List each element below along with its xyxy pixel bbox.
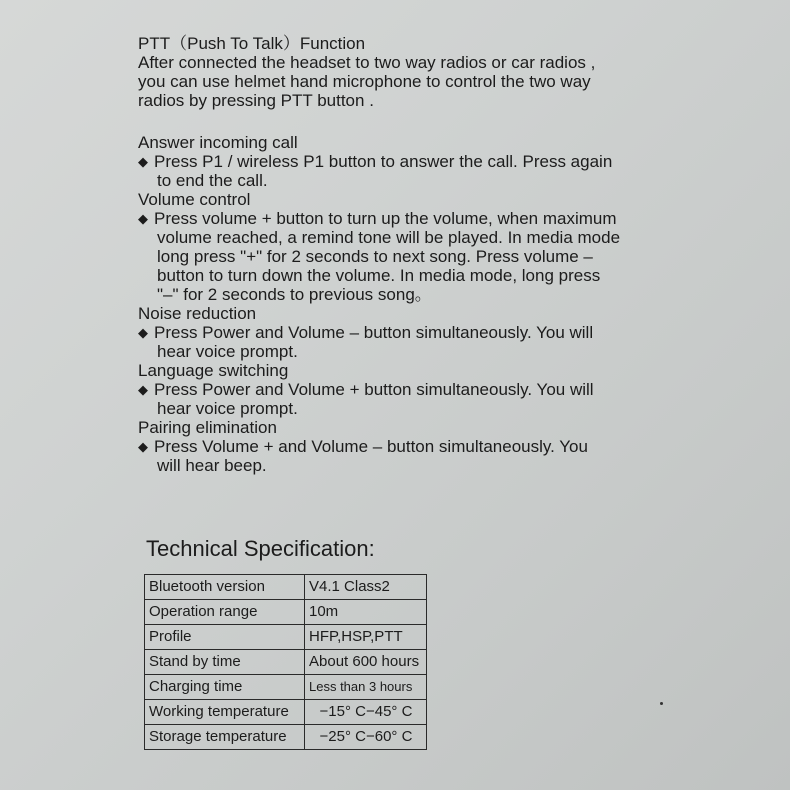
bullet-text: Press volume + button to turn up the volume, when maximum (154, 209, 617, 228)
bullet-item (138, 323, 698, 342)
spec-key: Storage temperature (145, 725, 305, 750)
bullet-continuation: will hear beep. (157, 456, 267, 475)
bullet-continuation: "–" for 2 seconds to previous song。 (157, 285, 432, 304)
section-heading-answer-call: Answer incoming call (138, 133, 298, 152)
diamond-bullet-icon: ◆ (138, 382, 148, 397)
bullet-continuation: hear voice prompt. (157, 342, 298, 361)
bullet-item (138, 437, 698, 456)
section-heading-pairing-elimination: Pairing elimination (138, 418, 277, 437)
bullet-continuation: to end the call. (157, 171, 268, 190)
spec-key: Profile (145, 625, 305, 650)
bullet-item (138, 152, 698, 171)
spec-value: V4.1 Class2 (305, 575, 427, 600)
bullet-text: Press Volume + and Volume – button simultaneously. You (154, 437, 588, 456)
spec-key: Bluetooth version (145, 575, 305, 600)
table-row (145, 650, 427, 675)
spec-value: Less than 3 hours (305, 675, 427, 700)
section-heading-language-switching: Language switching (138, 361, 289, 380)
ptt-title: PTT（Push To Talk）Function (138, 34, 366, 53)
bullet-continuation: volume reached, a remind tone will be played. In media mode (157, 228, 621, 247)
bullet-continuation: long press "+" for 2 seconds to next song. Press volume – (157, 247, 593, 266)
diamond-bullet-icon: ◆ (138, 211, 148, 226)
diamond-bullet-icon: ◆ (138, 154, 148, 169)
table-row (145, 725, 427, 750)
table-row (145, 600, 427, 625)
bullet-text: Press P1 / wireless P1 button to answer the call. Press again (154, 152, 613, 171)
table-row (145, 625, 427, 650)
spec-value: −25° C−60° C (305, 725, 427, 750)
ptt-text-line: you can use helmet hand microphone to control the two way (138, 72, 591, 91)
spec-title: Technical Specification: (146, 536, 375, 561)
ptt-section (138, 34, 698, 110)
bullet-text: Press Power and Volume – button simultaneously. You will (154, 323, 594, 342)
bullet-text: Press Power and Volume + button simultaneously. You will (154, 380, 594, 399)
diamond-bullet-icon: ◆ (138, 439, 148, 454)
spec-table (144, 574, 427, 750)
table-row (145, 675, 427, 700)
bullet-continuation: button to turn down the volume. In media mode, long press (157, 266, 601, 285)
functions-section (138, 133, 698, 475)
bullet-continuation: hear voice prompt. (157, 399, 298, 418)
ptt-text-line: After connected the headset to two way radios or car radios , (138, 53, 596, 72)
bullet-item (138, 380, 698, 399)
speck-mark (660, 702, 663, 705)
spec-value: −15° C−45° C (305, 700, 427, 725)
spec-value: About 600 hours (305, 650, 427, 675)
section-heading-noise-reduction: Noise reduction (138, 304, 257, 323)
section-heading-volume-control: Volume control (138, 190, 251, 209)
spec-key: Working temperature (145, 700, 305, 725)
table-row (145, 700, 427, 725)
diamond-bullet-icon: ◆ (138, 325, 148, 340)
spec-key: Stand by time (145, 650, 305, 675)
table-row (145, 575, 427, 600)
ptt-text-line: radios by pressing PTT button . (138, 91, 374, 110)
spec-value: 10m (305, 600, 427, 625)
bullet-item (138, 209, 698, 228)
spec-value: HFP,HSP,PTT (305, 625, 427, 650)
spec-key: Charging time (145, 675, 305, 700)
spec-key: Operation range (145, 600, 305, 625)
